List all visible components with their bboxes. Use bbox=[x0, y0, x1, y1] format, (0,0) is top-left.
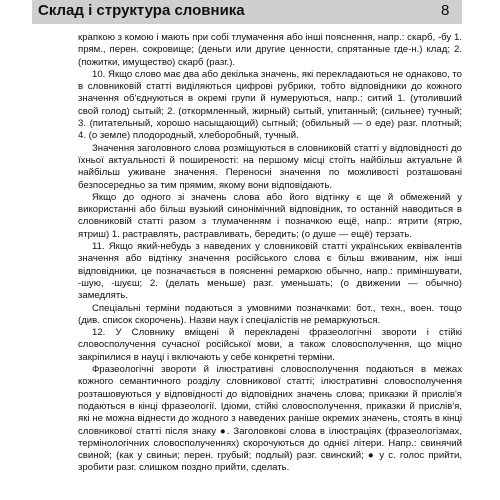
paragraph: Спеціальні терміни подаються з умовними позначками: бот., техн., воен. тощо (див. список скорочень). Назви наук і спеціалістів не ремаркуються. bbox=[78, 302, 462, 326]
paragraph: Фразеологічні звороти й ілюстративні словосполучення подаються в межах кожного семантичного розділу словникової статті; ілюстративні словосполучення розташовуються у відповідності до відповідних значень слова; приказки й прислів'я подаються в кінці фразеології. Ідіоми, стійкі словосполучення, приказки й прислів'я, які не можна віднести до жодного з наведених раніше окремих значень, стоять в кінці словникової статті після знаку ●. Заголовкові слова в ілюстраціях (фразеологізмах, термінологічних словосполученнях) скорочуються до однієї літери. Напр.: свинячий свиной; (как у свиньи; перен. грубый; подлый) разг. свинский; ● у с. голос прийти, зробити разг. слишком поздно прийти, сделать. bbox=[78, 364, 462, 474]
paragraph: 12. У Словнику вміщені й перекладені фразеологічні звороти і стійкі словосполучення сучасної російської мови, а також словосполучення, що міцно закріпилися в науці і включають у себе конкретні терміни. bbox=[78, 327, 462, 363]
header-title: Склад і структура словника bbox=[38, 2, 245, 19]
page-number: 8 bbox=[441, 2, 450, 19]
paragraph: 10. Якщо слово має два або декілька значень, які перекладаються не однаково, то в словниковій статті виділяються цифрові рубрики, тобто відповідники до кожного значення об'єднуються в окремі групи й нумеруються, напр.: ситий 1. (утоливший свой голод) сытый; 2. (откормленный, жирный) сытый, упитанный; (сильнее) тучный; 3. (питательный, хорошо насыщающий) сытный; (обильный — о еде) разг. плотный; 4. (о земле) плодородный, хлеборобный, тучный. bbox=[78, 68, 462, 142]
paragraph: Значення заголовного слова розміщуються в словниковій статті у відповідності до їхньої актуальності й поширеності: на першому місці стоїть найбільш актуальне й найбільш уживане значення. Переносні значення по можливості розташовані безпосередньо за тим прямим, якому вони відповідають. bbox=[78, 142, 462, 191]
text-body bbox=[78, 32, 462, 475]
paragraph: 11. Якщо який-небудь з наведених у словниковій статті українських еквівалентів значення або відтінку значення російського слова є більш вживаним, ніж інші відповідники, це позначається в поясненні ремаркою обычно, напр.: приміншувати, -шую, -шуєш; 2. (делать меньше) разг. уменьшать; (о движении — обычно) замедлять. bbox=[78, 241, 462, 302]
paragraph: Якщо до одного зі значень слова або його відтінку є ще й обмежений у використанні або більш вузький синонімічний відповідник, то останній наводиться в словниковій статті разом з тлумаченням і позначкою ещё, напр.: ятрити (ятрю, ятриш) 1. растравлять, растравливать, бередить; (о душе — ещё) терзать. bbox=[78, 191, 462, 240]
paragraph: крапкою з комою і мають при собі тлумачення або інші пояснення, напр.: скарб, -бу 1. прям., перен. сокровище; (деньги или другие ценности, спрятанные где-н.) клад; 2. (пожитки, имущество) скарб (разг.). bbox=[78, 32, 462, 68]
